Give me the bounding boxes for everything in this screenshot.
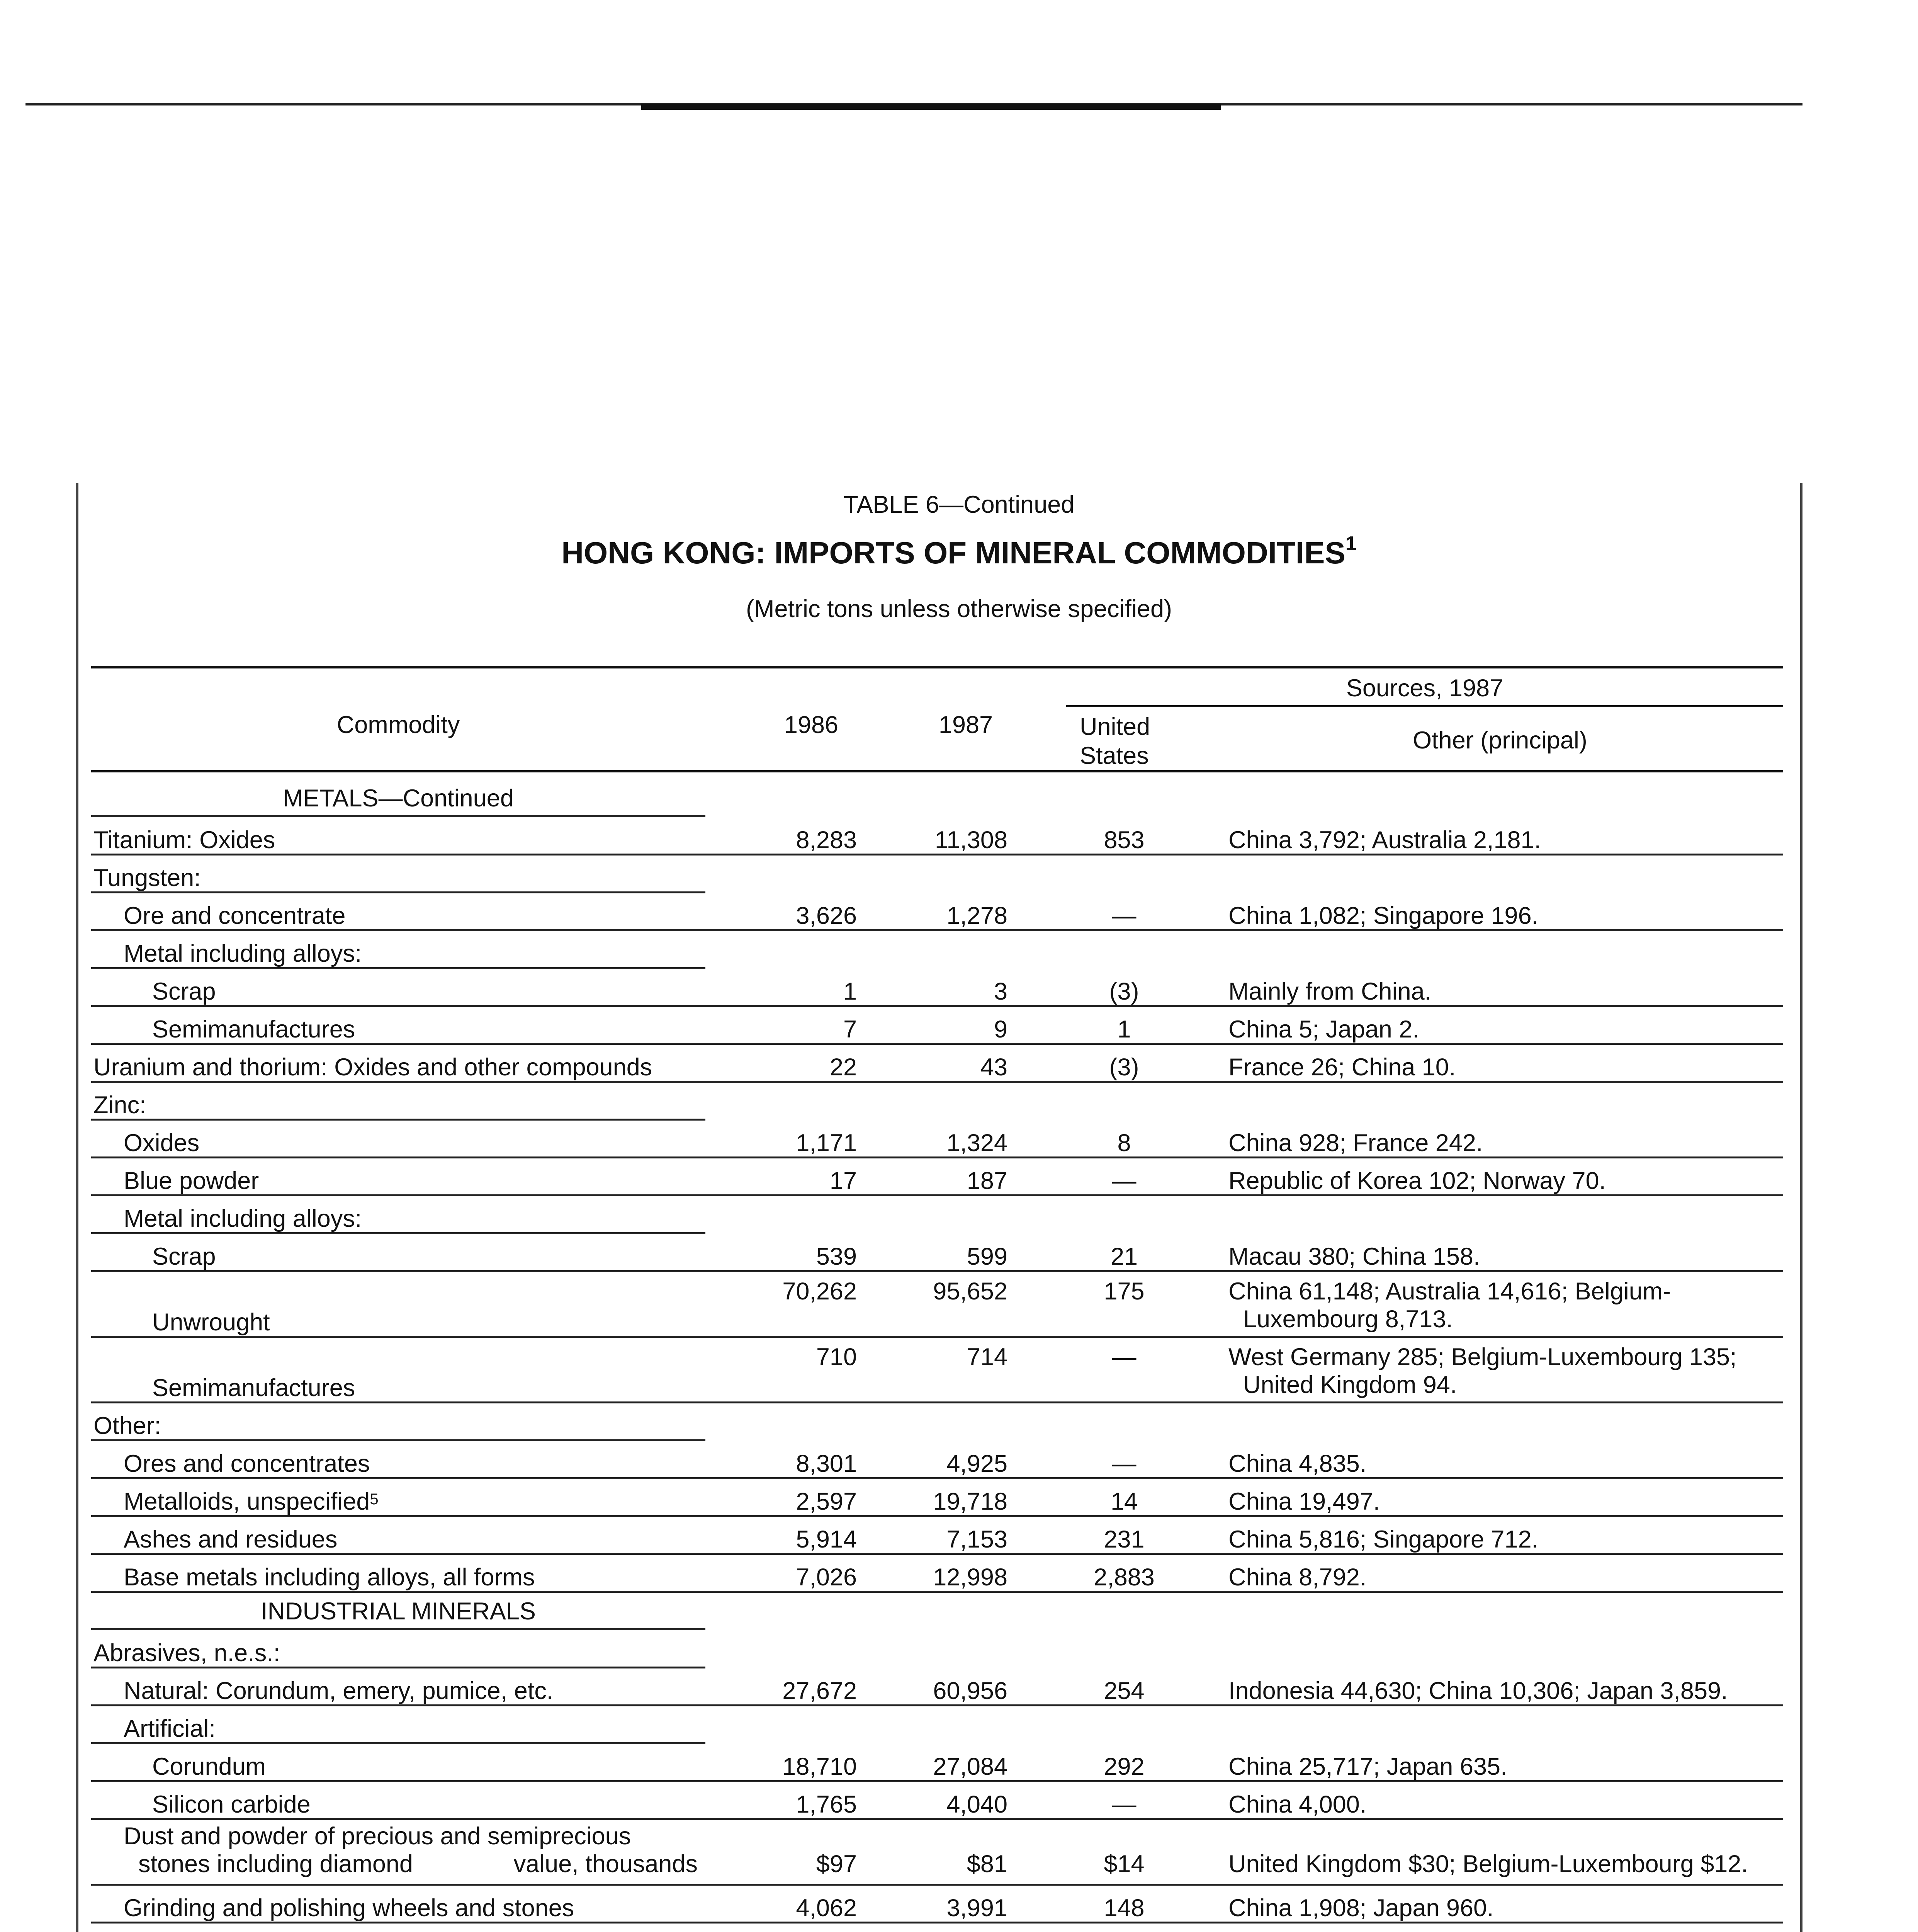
value-1987: $81 [967, 1850, 1007, 1878]
value-united-states: 2,883 [1094, 1564, 1155, 1591]
commodity-label-text: Ashes and residues [124, 1526, 338, 1553]
other-principal-sources [1228, 1243, 1781, 1270]
footnote-ref: 5 [370, 1491, 379, 1508]
table-row [0, 1668, 1918, 1706]
table-row [0, 1886, 1918, 1923]
value-1987: 3,991 [946, 1895, 1007, 1922]
value-united-states: 148 [1104, 1895, 1145, 1922]
table-row [0, 1923, 1918, 1932]
table-row [0, 1744, 1918, 1782]
table-row [0, 818, 1918, 855]
commodity-label-text: Unwrought [152, 1309, 270, 1336]
commodity-label [124, 1526, 337, 1553]
commodity-label-text: Metalloids, unspecified [124, 1488, 370, 1515]
value-united-states: — [1112, 1450, 1137, 1477]
table-row [0, 1083, 1918, 1121]
sources-line: China 61,148; Australia 14,616; Belgium- [1228, 1278, 1671, 1305]
value-united-states: 175 [1104, 1278, 1145, 1305]
unit-label: value, thousands [513, 1850, 698, 1878]
value-united-states: 1 [1117, 1016, 1131, 1043]
commodity-label [93, 1412, 161, 1440]
table-label: TABLE 6—Continued [843, 491, 1075, 518]
value-1987: 1,278 [946, 902, 1007, 929]
table-row [0, 969, 1918, 1007]
table-row [0, 1479, 1918, 1517]
value-1987: 4,040 [946, 1791, 1007, 1818]
commodity-label [124, 902, 345, 930]
commodity-label [124, 1715, 216, 1743]
section-heading: METALS—Continued [283, 785, 514, 812]
commodity-label [124, 1894, 574, 1922]
value-1987: 1,324 [946, 1129, 1007, 1156]
section-rule [91, 1628, 705, 1630]
table-row [0, 1045, 1918, 1083]
value-1986: 7,026 [796, 1564, 857, 1591]
other-principal-sources [1228, 1129, 1781, 1157]
other-principal-sources [1228, 1753, 1781, 1781]
table-row [0, 931, 1918, 969]
value-1987: 27,084 [933, 1753, 1007, 1780]
value-1986: 539 [816, 1243, 857, 1270]
value-united-states [1066, 978, 1182, 1005]
other-principal-sources [1228, 978, 1781, 1005]
sources-line: China 3,792; Australia 2,181. [1228, 827, 1541, 854]
commodity-label-text: Silicon carbide [152, 1791, 311, 1818]
commodity-label [152, 978, 216, 1005]
table-row [0, 855, 1918, 893]
other-principal-sources [1228, 1677, 1781, 1705]
other-principal-sources [1228, 1894, 1781, 1922]
commodity-label-text: Tungsten: [93, 864, 201, 891]
other-principal-sources [1228, 902, 1781, 930]
value-1986: 1,765 [796, 1791, 857, 1818]
other-principal-sources [1228, 1277, 1781, 1333]
commodity-label [124, 940, 362, 968]
value-1986: 18,710 [782, 1753, 857, 1780]
value-united-states: 853 [1104, 827, 1145, 854]
table-row [0, 1517, 1918, 1555]
value-1987: 9 [994, 1016, 1007, 1043]
commodity-label-text: Metal including alloys: [124, 1205, 362, 1232]
commodity-label [93, 1091, 146, 1119]
sources-line: China 25,717; Japan 635. [1228, 1753, 1507, 1780]
table-row [0, 1234, 1918, 1272]
value-1986: 1,171 [796, 1129, 857, 1156]
value-united-states: — [1112, 902, 1137, 929]
commodity-label [152, 1308, 270, 1336]
sources-line: Indonesia 44,630; China 10,306; Japan 3,859. [1228, 1677, 1728, 1704]
value-1986: 710 [816, 1344, 857, 1371]
sources-line: Republic of Korea 102; Norway 70. [1228, 1167, 1606, 1194]
commodity-label [124, 1205, 362, 1233]
value-1986: 27,672 [782, 1677, 857, 1704]
table-row [0, 1403, 1918, 1441]
value-1986: 70,262 [782, 1278, 857, 1305]
other-principal-sources [1228, 1791, 1781, 1818]
other-principal-sources [1228, 1526, 1781, 1553]
value-united-states: 14 [1110, 1488, 1138, 1515]
value-1986: 22 [829, 1054, 857, 1081]
commodity-label-text: Corundum [152, 1753, 266, 1780]
commodity-label-text: Titanium: Oxides [93, 827, 275, 854]
commodity-label [124, 1129, 199, 1157]
table-title-footnote: 1 [1345, 532, 1357, 555]
header-sources: Sources, 1987 [1346, 675, 1503, 702]
table-row [0, 1007, 1918, 1045]
commodity-label-text: Semimanufactures [152, 1374, 355, 1401]
header-other-principal: Other (principal) [1413, 727, 1587, 754]
other-principal-sources [1228, 1053, 1781, 1081]
value-1987: 4,925 [946, 1450, 1007, 1477]
header-us-line1: United [1080, 713, 1150, 740]
value-1987: 60,956 [933, 1677, 1007, 1704]
commodity-label-text: Ores and concentrates [124, 1450, 370, 1477]
value-united-states: $14 [1104, 1850, 1145, 1878]
value-united-states: 8 [1117, 1129, 1131, 1156]
commodity-label-text: Scrap [152, 1243, 216, 1270]
value-1986: 7 [843, 1016, 857, 1043]
table-row [0, 1782, 1918, 1820]
sources-line: China 1,908; Japan 960. [1228, 1895, 1494, 1922]
value-1987: 7,153 [946, 1526, 1007, 1553]
value-1987: 12,998 [933, 1564, 1007, 1591]
header-commodity: Commodity [336, 711, 460, 738]
sources-line: China 5,816; Singapore 712. [1228, 1526, 1539, 1553]
commodity-label-text: Zinc: [93, 1092, 146, 1119]
header-1987: 1987 [938, 711, 993, 738]
value-1986: 4,062 [796, 1895, 857, 1922]
commodity-label-text: Other: [93, 1412, 161, 1439]
commodity-label-text: Grinding and polishing wheels and stones [124, 1895, 574, 1922]
header-1986: 1986 [784, 711, 839, 738]
commodity-label [152, 1015, 355, 1043]
commodity-label [124, 1167, 259, 1195]
value-1986: 17 [829, 1167, 857, 1194]
sources-line: China 928; France 242. [1228, 1129, 1483, 1156]
sources-line: China 8,792. [1228, 1564, 1367, 1591]
commodity-label-text: Scrap [152, 978, 216, 1005]
table-row [0, 1631, 1918, 1668]
commodity-label [124, 1563, 535, 1591]
commodity-label [152, 1791, 311, 1818]
value-united-states: — [1112, 1791, 1137, 1818]
commodity-label [93, 826, 275, 854]
sources-line: China 1,082; Singapore 196. [1228, 902, 1539, 929]
commodity-label-text: Semimanufactures [152, 1016, 355, 1043]
sources-line: France 26; China 10. [1228, 1054, 1456, 1081]
other-principal-sources [1228, 1563, 1781, 1591]
value-1987: 187 [967, 1167, 1007, 1194]
commodity-label-text: Blue powder [124, 1167, 259, 1194]
value-1987: 43 [980, 1054, 1007, 1081]
footnote-ref: (3) [1109, 1054, 1139, 1081]
value-united-states [1066, 1053, 1182, 1081]
value-1986: 2,597 [796, 1488, 857, 1515]
table-row [0, 1338, 1918, 1403]
other-principal-sources [1228, 1450, 1781, 1478]
other-principal-sources [1228, 826, 1781, 854]
commodity-label [152, 1374, 355, 1402]
value-united-states: — [1112, 1344, 1137, 1371]
other-principal-sources [1228, 1167, 1781, 1195]
footnote-ref: (3) [1109, 978, 1139, 1005]
value-1986: 8,301 [796, 1450, 857, 1477]
table-row [0, 1706, 1918, 1744]
value-1986: 5,914 [796, 1526, 857, 1553]
value-1986: $97 [816, 1850, 857, 1878]
section-heading-row [0, 780, 1918, 818]
commodity-label [124, 1822, 631, 1850]
sources-line: United Kingdom $30; Belgium-Luxembourg $12. [1228, 1850, 1748, 1878]
commodity-label-text: Ore and concentrate [124, 902, 346, 929]
table-subtitle: (Metric tons unless otherwise specified) [746, 595, 1172, 622]
other-principal-sources [1228, 1015, 1781, 1043]
table-row [0, 1158, 1918, 1196]
value-united-states: — [1112, 1167, 1137, 1194]
other-principal-sources [1228, 1850, 1781, 1878]
value-1987: 11,308 [934, 827, 1007, 854]
commodity-label [93, 864, 201, 892]
value-1986: 1 [843, 978, 857, 1005]
table-row [0, 1820, 1918, 1886]
value-1986: 8,283 [796, 827, 857, 854]
sources-line: China 5; Japan 2. [1228, 1016, 1419, 1043]
value-1986: 3,626 [796, 902, 857, 929]
section-rule [91, 815, 705, 817]
sources-line: China 4,835. [1228, 1450, 1367, 1477]
sources-line: China 4,000. [1228, 1791, 1367, 1818]
commodity-label-text: Uranium and thorium: Oxides and other compounds [93, 1054, 652, 1081]
value-1987: 19,718 [933, 1488, 1007, 1515]
section-heading: INDUSTRIAL MINERALS [261, 1598, 536, 1625]
value-united-states: 21 [1110, 1243, 1138, 1270]
commodity-label [124, 1677, 553, 1705]
commodity-label-text: Metal including alloys: [124, 940, 362, 967]
sources-line: China 19,497. [1228, 1488, 1380, 1515]
value-1987: 3 [994, 978, 1007, 1005]
value-1987: 599 [967, 1243, 1007, 1270]
commodity-label [124, 1488, 379, 1515]
commodity-label [152, 1243, 216, 1270]
sources-line-continued: Luxembourg 8,713. [1243, 1306, 1453, 1333]
commodity-label [152, 1753, 266, 1781]
commodity-label [93, 1639, 280, 1667]
other-principal-sources [1228, 1488, 1781, 1515]
header-us-line2: States [1080, 742, 1149, 769]
commodity-label-text: Artificial: [124, 1715, 216, 1742]
sources-line: Mainly from China. [1228, 978, 1432, 1005]
commodity-label-continued: stones including diamond [138, 1850, 413, 1878]
table-row [0, 1121, 1918, 1158]
sources-line-continued: United Kingdom 94. [1243, 1371, 1457, 1398]
commodity-label-text: Oxides [124, 1129, 200, 1156]
commodity-label [124, 1450, 370, 1478]
value-united-states: 231 [1104, 1526, 1145, 1553]
value-united-states: 292 [1104, 1753, 1145, 1780]
table-row [0, 1441, 1918, 1479]
table-title-text: HONG KONG: IMPORTS OF MINERAL COMMODITIES [561, 536, 1345, 570]
other-principal-sources [1228, 1343, 1781, 1399]
value-1987: 714 [967, 1344, 1007, 1371]
sources-line: Macau 380; China 158. [1228, 1243, 1480, 1270]
commodity-label-text: Dust and powder of precious and semiprecious [124, 1823, 631, 1850]
value-1987: 95,652 [933, 1278, 1007, 1305]
table-row [0, 1272, 1918, 1338]
commodity-label [93, 1053, 652, 1081]
table-row [0, 1196, 1918, 1234]
section-heading-row [0, 1593, 1918, 1631]
table-row [0, 1555, 1918, 1593]
table-row [0, 893, 1918, 931]
value-united-states: 254 [1104, 1677, 1145, 1704]
commodity-label-text: Abrasives, n.e.s.: [93, 1639, 280, 1667]
sources-line: West Germany 285; Belgium-Luxembourg 135; [1228, 1344, 1737, 1371]
commodity-label-text: Natural: Corundum, emery, pumice, etc. [124, 1677, 554, 1704]
commodity-label-text: Base metals including alloys, all forms [124, 1564, 535, 1591]
